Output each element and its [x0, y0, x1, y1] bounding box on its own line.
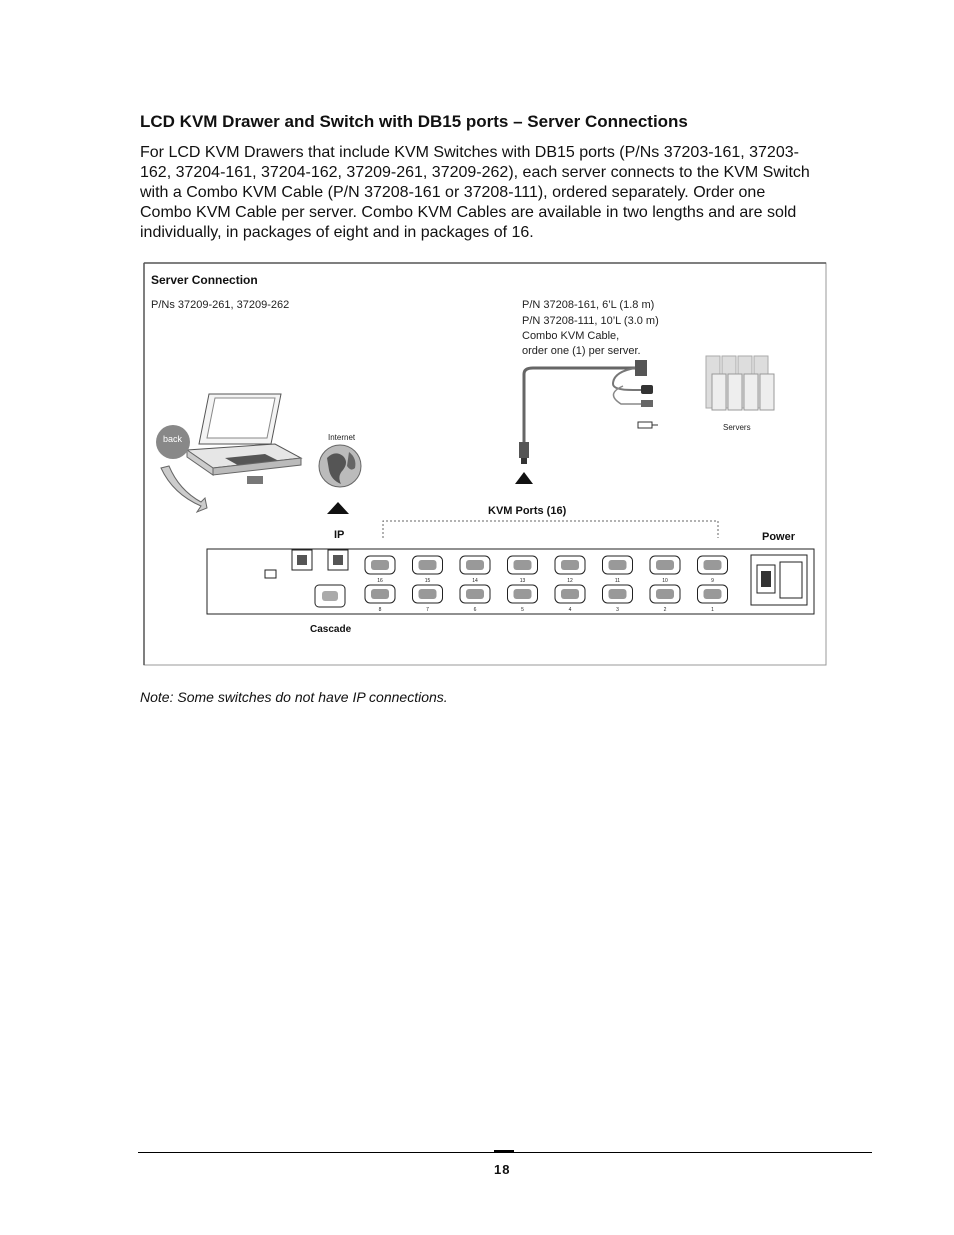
port-number: 11 — [614, 578, 621, 584]
port-number: 6 — [473, 607, 477, 613]
port-number: 5 — [521, 607, 524, 613]
paragraph-line: with a Combo KVM Cable (P/N 37208-161 or 37208-111), ordered separately. Order one — [140, 184, 766, 201]
port-number: 14 — [472, 578, 478, 584]
body-paragraph — [140, 143, 870, 243]
server-connection-diagram — [143, 262, 827, 666]
paragraph-line: For LCD KVM Drawers that include KVM Switches with DB15 ports (P/Ns 37203-161, 37203- — [140, 144, 799, 161]
footer-tick — [494, 1150, 514, 1153]
cascade-label: Cascade — [310, 624, 352, 635]
port-number: 15 — [424, 578, 431, 584]
port-number: 12 — [567, 578, 573, 584]
figure-models: P/Ns 37209-261, 37209-262 — [151, 299, 290, 311]
port-number: 1 — [711, 607, 714, 613]
kvm-ports-label: KVM Ports (16) — [488, 505, 567, 517]
note-text: Note: Some switches do not have IP connections. — [140, 689, 448, 705]
cable-line: P/N 37208-161, 6’L (1.8 m) — [522, 299, 655, 311]
internet-label: Internet — [328, 433, 356, 442]
globe-icon — [319, 445, 361, 487]
cable-line: order one (1) per server. — [522, 345, 641, 357]
port-number: 4 — [568, 607, 572, 613]
port-number: 9 — [711, 578, 714, 584]
cable-line: Combo KVM Cable, — [522, 330, 620, 342]
power-label: Power — [762, 531, 796, 543]
page-number: 18 — [494, 1162, 511, 1177]
section-heading: LCD KVM Drawer and Switch with DB15 ports – Server Connections — [140, 112, 688, 131]
servers-label: Servers — [723, 423, 751, 432]
paragraph-line: individually, in packages of eight and in packages of 16. — [140, 224, 534, 241]
port-number: 16 — [377, 578, 383, 584]
ip-label: IP — [334, 529, 345, 541]
port-number: 13 — [519, 578, 526, 584]
power-socket-icon — [780, 562, 802, 598]
servers-icon — [706, 356, 774, 410]
port-number: 8 — [378, 607, 382, 613]
port-number: 10 — [662, 578, 668, 584]
back-label: back — [163, 434, 183, 444]
paragraph-line: Combo KVM Cable per server. Combo KVM Cables are available in two lengths and are sold — [140, 204, 797, 221]
cable-line: P/N 37208-111, 10’L (3.0 m) — [522, 315, 659, 327]
port-number: 3 — [616, 607, 619, 613]
port-number: 2 — [663, 607, 667, 613]
paragraph-line: 162, 37204-161, 37204-162, 37209-261, 37209-262), each server connects to the KVM Switch — [140, 164, 810, 181]
figure-title: Server Connection — [151, 273, 258, 287]
port-number: 7 — [426, 607, 429, 613]
